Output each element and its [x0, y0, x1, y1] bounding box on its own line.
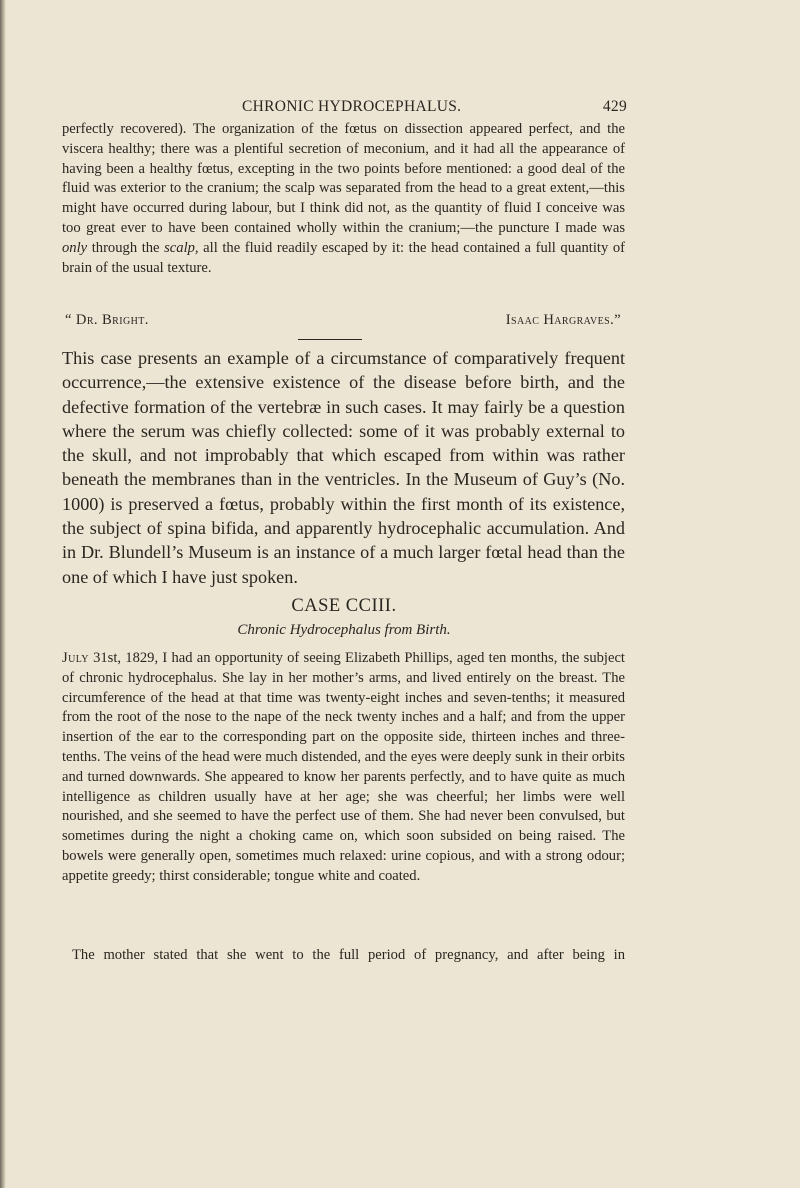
next-paragraph-line: The mother stated that she went to the full period of pregnancy, and after being in: [72, 947, 625, 963]
letter-signoff: [62, 312, 625, 332]
section-divider: [298, 339, 362, 340]
case-lead-word: July: [62, 650, 89, 666]
case-body-text: 31st, 1829, I had an opportunity of seeing Elizabeth Phillips, aged ten months, the subject of chronic hydrocephalus. She lay in her mother’s arms, and lived entirely on the breast. The circumference of the head at that time was twenty-eight inches and seven-tenths; it measured from the root of the nose to the nape of the neck twenty inches and a half; and from the upper insertion of the ear to the corresponding part on the opposite side, thirteen inches and three-tenths. The veins of the head were much distended, and the eyes were deeply sunk in their orbits and turned downwards. She appeared to know her parents perfectly, and to have quite as much intelligence as children usually have at her age; she was cheerful; her limbs were well nourished, and she seemed to have the perfect use of them. She had never been convulsed, but sometimes during the night a choking came on, which soon subsided on being raised. The bowels were generally open, sometimes much relaxed: urine copious, and with a strong odour; appetite greedy; thirst considerable; tongue white and coated.: [62, 650, 625, 884]
signoff-addressee: “ Dr. Bright.: [65, 312, 149, 328]
case-subtitle: Chronic Hydrocephalus from Birth.: [237, 622, 451, 638]
case-body-paragraph: [62, 649, 625, 887]
commentary-paragraph: This case presents an example of a circumstance of comparatively frequent occurrence,—the extensive existence of the disease before birth, and the defective formation of the vertebræ in such cases. It may fairly be a question where the serum was chiefly collected: some of it was probably external to the skull, and not improbably that which escaped from within was rather beneath the membranes than in the ventricles. In the Museum of Guy’s (No. 1000) is preserved a fœtus, probably within the first month of its existence, the subject of spina bifida, and apparently hydrocephalic accumulation. And in Dr. Blundell’s Museum is an instance of a much larger fœtal head than the one of which I have just spoken.: [62, 348, 625, 587]
signoff-author: Isaac Hargraves.”: [505, 312, 621, 328]
case-heading: CASE CCIII.: [291, 596, 397, 616]
page-number: 429: [602, 98, 627, 115]
paragraph-text-b: through the: [87, 239, 165, 256]
letter-closing-paragraph: [62, 120, 625, 278]
italic-only: only: [62, 239, 88, 256]
page-binding-edge: [0, 0, 6, 1188]
italic-scalp: scalp,: [164, 239, 199, 256]
running-head: [62, 98, 627, 120]
running-title: CHRONIC HYDROCEPHALUS.: [242, 98, 462, 115]
paragraph-text-a: perfectly recovered). The organization of the fœtus on dissection appeared perfect, and the viscera healthy; there was a plentiful secretion of meconium, and it had all the appearance of having been a healthy fœtus, excepting in the two points before mentioned: a good deal of the fluid was exterior to the cranium; the scalp was separated from the head to a great extent,—this might have occurred during labour, but I think did not, as the quantity of fluid I conceive was too great ever to have been contained wholly within the cranium;—the puncture I made was: [62, 121, 625, 236]
paragraph-text-c: all the fluid readily escaped by it: the head contained a full quantity of brain of the usual texture.: [62, 239, 625, 276]
